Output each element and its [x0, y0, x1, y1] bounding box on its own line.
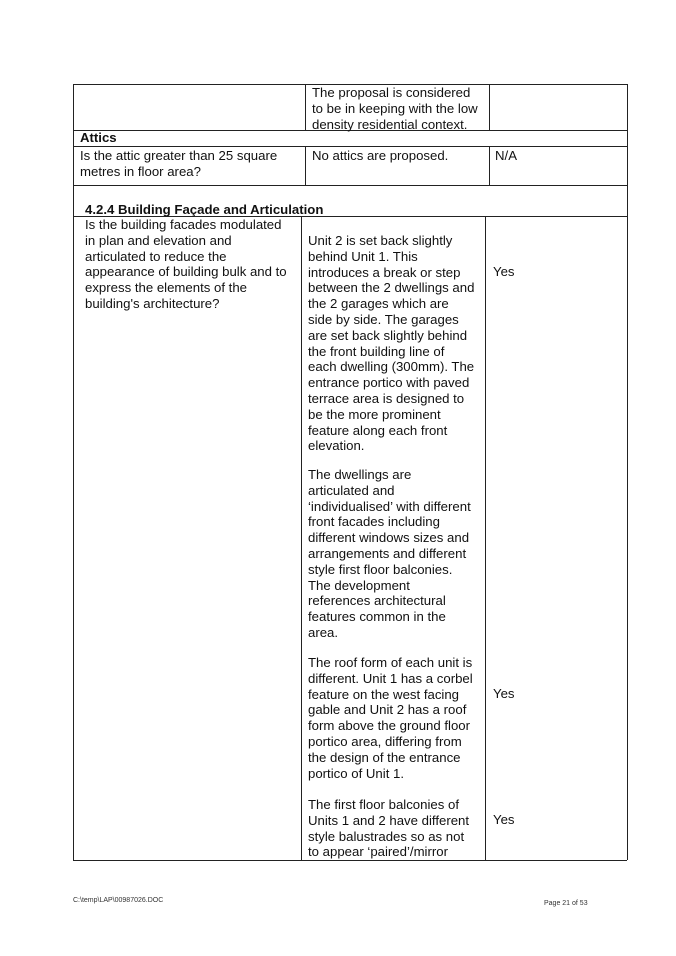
- continuation-comment-cell: [312, 85, 488, 132]
- facade-comment-1-line-10: entrance portico with paved: [308, 375, 470, 391]
- facade-comment-2-line-6: arrangements and different: [308, 545, 467, 561]
- facade-comment-3-line-8: portico of Unit 1.: [308, 765, 405, 781]
- attics-question-line-1: Is the attic greater than 25 square: [80, 148, 278, 163]
- facade-comment-4: [308, 797, 484, 860]
- facade-comment-2: [308, 467, 484, 641]
- facade-question-cell: [85, 217, 299, 312]
- attics-row-bottom-border: [73, 185, 627, 186]
- facade-comment-3-line-6: portico area, differing from: [308, 733, 462, 749]
- facade-comment-2-line-5: different windows sizes and: [308, 530, 470, 546]
- facade-compliance-4: Yes: [493, 812, 515, 827]
- footer-page-number: Page 21 of 53: [544, 900, 588, 907]
- attics-row-top-border: [73, 146, 627, 147]
- facade-comment-3-line-5: form above the ground floor: [308, 718, 471, 734]
- facade-comment-2-line-2: articulated and: [308, 482, 395, 498]
- facade-question-line-3: articulated to reduce the: [85, 248, 227, 264]
- facade-comment-1-line-8: the front building line of: [308, 343, 445, 359]
- continuation-comment-line-2: to be in keeping with the low: [312, 100, 478, 116]
- facade-comment-1-line-5: the 2 garages which are: [308, 296, 449, 312]
- facade-comment-2-line-11: area.: [308, 624, 339, 640]
- column-divider-2-attics: [489, 146, 490, 185]
- facade-comment-4-line-1: The first floor balconies of: [308, 797, 459, 812]
- facade-comment-1-line-7: are set back slightly behind: [308, 327, 468, 343]
- attics-compliance: N/A: [495, 148, 517, 163]
- attics-question-line-2: metres in floor area?: [80, 163, 201, 179]
- facade-comment-1-line-3: introduces a break or step: [308, 264, 461, 280]
- facade-comment-3-line-3: feature on the west facing: [308, 686, 460, 702]
- facade-comment-2-line-7: style first floor balconies.: [308, 561, 453, 577]
- facade-comment-3-line-4: gable and Unit 2 has a roof: [308, 702, 467, 718]
- facade-compliance-1: Yes: [493, 264, 515, 279]
- column-divider-2-facade: [485, 216, 486, 860]
- facade-comment-2-line-10: features common in the: [308, 609, 446, 625]
- footer-file-path: C:\temp\LAP\00987026.DOC: [73, 897, 164, 904]
- facade-comment-1-line-1: Unit 2 is set back slightly: [308, 233, 453, 248]
- facade-comment-2-line-8: The development: [308, 577, 410, 593]
- column-divider-1-facade: [301, 216, 302, 860]
- facade-question-line-2: in plan and elevation and: [85, 232, 232, 248]
- facade-comment-3: [308, 655, 484, 781]
- column-divider-1-attics: [305, 146, 306, 185]
- facade-comment-1-line-13: feature along each front: [308, 422, 448, 438]
- facade-comment-1-line-11: terrace area is designed to: [308, 390, 465, 406]
- facade-comment-2-line-9: references architectural: [308, 593, 446, 609]
- facade-comment-3-line-7: the design of the entrance: [308, 749, 461, 765]
- facade-question-line-5: express the elements of the: [85, 280, 248, 296]
- column-divider-2-top: [489, 84, 490, 130]
- table-border-left: [73, 84, 74, 860]
- facade-comment-3-line-1: The roof form of each unit is: [308, 655, 473, 670]
- facade-comment-4-line-2: Units 1 and 2 have different: [308, 812, 470, 828]
- facade-comment-2-line-3: ‘individualised’ with different: [308, 498, 471, 514]
- facade-comment-3-line-2: different. Unit 1 has a corbel: [308, 670, 473, 686]
- facade-compliance-3: Yes: [493, 686, 515, 701]
- facade-comment-1-line-14: elevation.: [308, 438, 365, 454]
- facade-question-line-4: appearance of building bulk and to: [85, 264, 287, 280]
- facade-question-line-1: Is the building facades modulated: [85, 217, 282, 232]
- facade-comment-1: [308, 233, 484, 454]
- facade-question-line-6: building's architecture?: [85, 295, 220, 311]
- continuation-comment-line-3: density residential context.: [312, 116, 468, 132]
- facade-comment-4-line-4: to appear ‘paired’/mirror: [308, 844, 448, 860]
- facade-comment-4-line-3: style balustrades so as not: [308, 828, 465, 844]
- attics-comment: No attics are proposed.: [312, 148, 449, 163]
- facade-comment-1-line-2: behind Unit 1. This: [308, 248, 418, 264]
- facade-comment-2-line-1: The dwellings are: [308, 467, 412, 482]
- attics-question-cell: [80, 148, 302, 180]
- facade-comment-1-line-9: each dwelling (300mm). The: [308, 359, 475, 375]
- facade-heading: 4.2.4 Building Façade and Articulation: [85, 202, 324, 217]
- facade-comment-1-line-4: between the 2 dwellings and: [308, 280, 475, 296]
- facade-comment-1-line-6: side by side. The garages: [308, 311, 459, 327]
- facade-comment-2-line-4: front facades including: [308, 514, 440, 530]
- column-divider-1-top: [305, 84, 306, 130]
- attics-heading: Attics: [80, 130, 117, 145]
- table-border-right: [627, 84, 628, 860]
- continuation-comment-line-1: The proposal is considered: [312, 85, 471, 100]
- facade-comment-1-line-12: be the more prominent: [308, 406, 441, 422]
